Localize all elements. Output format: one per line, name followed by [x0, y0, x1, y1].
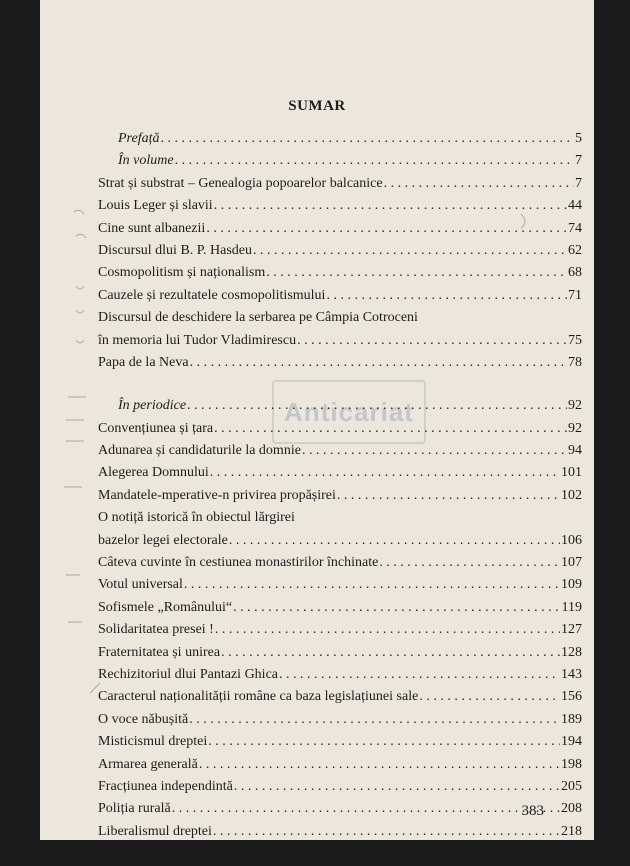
leader-dots: [206, 218, 567, 240]
leader-dots: [175, 150, 574, 172]
toc-entry-title: Convențiunea și țara: [98, 420, 214, 436]
toc-entry-title: Cauzele și rezultatele cosmopolitismului: [98, 287, 326, 303]
toc-entry: [98, 485, 582, 507]
toc-entry: [98, 776, 582, 798]
toc-entry: [98, 619, 582, 641]
toc-entry: [98, 686, 582, 708]
toc-entry: [98, 262, 582, 284]
toc-entry-title: Adunarea și candidaturile la domnie: [98, 443, 301, 459]
toc-entry-title: în memoria lui Tudor Vladimirescu: [98, 332, 297, 348]
toc-entry-page: 101: [561, 465, 582, 481]
leader-dots: [279, 664, 560, 686]
leader-dots: [384, 173, 574, 195]
toc-section-volumes: [98, 128, 582, 374]
toc-entry: [98, 798, 582, 820]
toc-entry: [98, 642, 582, 664]
leader-dots: [221, 642, 560, 664]
toc-entry: [98, 128, 582, 150]
leader-dots: [210, 462, 560, 484]
toc-entry: [98, 440, 582, 462]
leader-dots: [215, 619, 560, 641]
leader-dots: [208, 731, 560, 753]
toc-entry: [98, 285, 582, 307]
leader-dots: [302, 440, 567, 462]
toc-entry: [98, 664, 582, 686]
toc-entry-page: 189: [561, 711, 582, 727]
leader-dots: [189, 709, 560, 731]
leader-dots: [419, 686, 560, 708]
toc-entry-page: 7: [575, 153, 582, 169]
toc-entry-page: 224: [561, 846, 582, 862]
leader-dots: [233, 597, 560, 619]
toc-entry-page: 156: [561, 689, 582, 705]
leader-dots: [334, 843, 560, 865]
toc-entry-page: 44: [568, 198, 582, 214]
book-page: [40, 0, 594, 862]
toc-entry-page: 92: [568, 398, 582, 414]
toc-entry-page: 71: [568, 287, 582, 303]
leader-dots: [297, 330, 567, 352]
toc-entry-title: În volume: [118, 153, 174, 169]
leader-dots: [172, 798, 560, 820]
toc-entry: [98, 195, 582, 217]
toc-entry-title: Rechizitoriul dlui Pantazi Ghica: [98, 666, 279, 682]
toc-entry-title: Fracțiunea independintă: [98, 778, 233, 794]
leader-dots: [190, 352, 567, 374]
toc-entry-page: 218: [561, 823, 582, 839]
toc-entry-title: Mandatele-mperative-n privirea propășirei: [98, 487, 336, 503]
toc-entry: [98, 597, 582, 619]
toc-entry-title: O notiță istorică în obiectul lărgirei: [98, 510, 295, 526]
toc-entry: [98, 150, 582, 172]
pencil-mark: [76, 286, 84, 289]
toc-entry-title: bazelor legei electorale: [98, 532, 228, 548]
toc-entry-title: Prefață: [118, 131, 160, 146]
leader-dots: [253, 240, 567, 262]
toc-entry-page: 109: [561, 577, 582, 593]
toc-entry-page: 143: [561, 666, 582, 682]
leader-dots: [337, 485, 560, 507]
toc-entry-title: Fraternitatea și unirea: [98, 644, 221, 660]
leader-dots: [379, 552, 560, 574]
toc-entry-title: Cosmopolitism și naționalism: [98, 265, 266, 281]
leader-dots: [229, 530, 560, 552]
toc-entry: [98, 709, 582, 731]
leader-dots: [326, 285, 567, 307]
toc-entry-title: Câteva cuvinte în cestiunea monastirilor închinate: [98, 555, 379, 571]
table-of-contents: [98, 128, 582, 866]
toc-entry-page: 75: [568, 332, 582, 348]
toc-entry: [98, 418, 582, 440]
watermark-logo: Anticariat: [272, 380, 426, 444]
toc-entry-page: 128: [561, 644, 582, 660]
toc-entry-page: 107: [561, 555, 582, 571]
page-number: 383: [521, 803, 544, 819]
toc-entry-page: 106: [561, 532, 582, 548]
toc-entry: [98, 462, 582, 484]
toc-entry-page: 119: [561, 599, 582, 615]
toc-entry: [98, 395, 582, 417]
toc-entry: [98, 507, 582, 529]
leader-dots: [234, 776, 560, 798]
toc-entry-title: Cine sunt albanezii: [98, 220, 206, 236]
leader-dots: [214, 418, 567, 440]
toc-entry-page: 7: [575, 175, 582, 191]
toc-entry: [98, 552, 582, 574]
toc-entry-page: 94: [568, 443, 582, 459]
section-gap: [98, 374, 582, 395]
toc-entry-page: 74: [568, 220, 582, 236]
toc-entry-title: Prima epistolă despre politica de la Bacău: [98, 846, 333, 862]
toc-entry-title: Louis Leger și slavii: [98, 198, 213, 214]
toc-entry: [98, 352, 582, 374]
toc-entry-page: 78: [568, 354, 582, 370]
toc-entry-page: 92: [568, 420, 582, 436]
toc-entry-title: Caracterul naționalității române ca baza legislațiunei sale: [98, 689, 419, 705]
leader-dots: [214, 195, 567, 217]
toc-entry-title: Votul universal: [98, 577, 183, 593]
toc-entry-page: 198: [561, 756, 582, 772]
toc-entry: [98, 240, 582, 262]
toc-entry-title: Armarea generală: [98, 756, 198, 772]
toc-entry: [98, 173, 582, 195]
toc-entry-title: În periodice: [118, 398, 187, 414]
toc-entry-title: Strat și substrat – Genealogia popoarelor balcanice: [98, 175, 383, 191]
pencil-mark: [76, 310, 84, 313]
page-title: SUMAR: [288, 98, 346, 114]
toc-entry-title: O voce năbușită: [98, 711, 189, 727]
toc-entry-page: 102: [561, 487, 582, 503]
toc-entry-page: 68: [568, 265, 582, 281]
toc-entry-title: Papa de la Neva: [98, 354, 189, 370]
toc-section-periodicals: [98, 395, 582, 865]
pencil-mark: [76, 340, 84, 343]
toc-entry-title: Misticismul dreptei: [98, 734, 208, 750]
toc-entry-title: Alegerea Domnului: [98, 465, 209, 481]
toc-entry-title: Liberalismul dreptei: [98, 823, 212, 839]
pencil-mark: [76, 234, 86, 238]
toc-entry-title: Sofismele „Românului“: [98, 599, 233, 615]
leader-dots: [187, 395, 567, 417]
toc-entry-page: 62: [568, 242, 582, 258]
toc-entry: [98, 330, 582, 352]
pencil-mark: [74, 210, 84, 214]
toc-entry: [98, 307, 582, 329]
toc-entry-title: Discursul de deschidere la serbarea pe Câmpia Cotroceni: [98, 310, 418, 326]
toc-entry: [98, 731, 582, 753]
toc-entry-title: Solidaritatea presei !: [98, 622, 214, 638]
toc-entry-page: 208: [561, 801, 582, 817]
toc-entry-page: 5: [575, 131, 582, 146]
leader-dots: [160, 128, 574, 150]
leader-dots: [199, 754, 560, 776]
toc-entry: [98, 218, 582, 240]
leader-dots: [266, 262, 567, 284]
toc-entry: [98, 754, 582, 776]
leader-dots: [184, 574, 560, 596]
toc-entry: [98, 843, 582, 865]
toc-entry-page: 194: [561, 734, 582, 750]
toc-entry-title: Poliția rurală: [98, 801, 171, 817]
toc-entry-page: 127: [561, 622, 582, 638]
toc-entry-title: Discursul dlui B. P. Hasdeu: [98, 242, 252, 258]
toc-entry: [98, 574, 582, 596]
toc-entry-page: 205: [561, 778, 582, 794]
toc-entry: [98, 530, 582, 552]
